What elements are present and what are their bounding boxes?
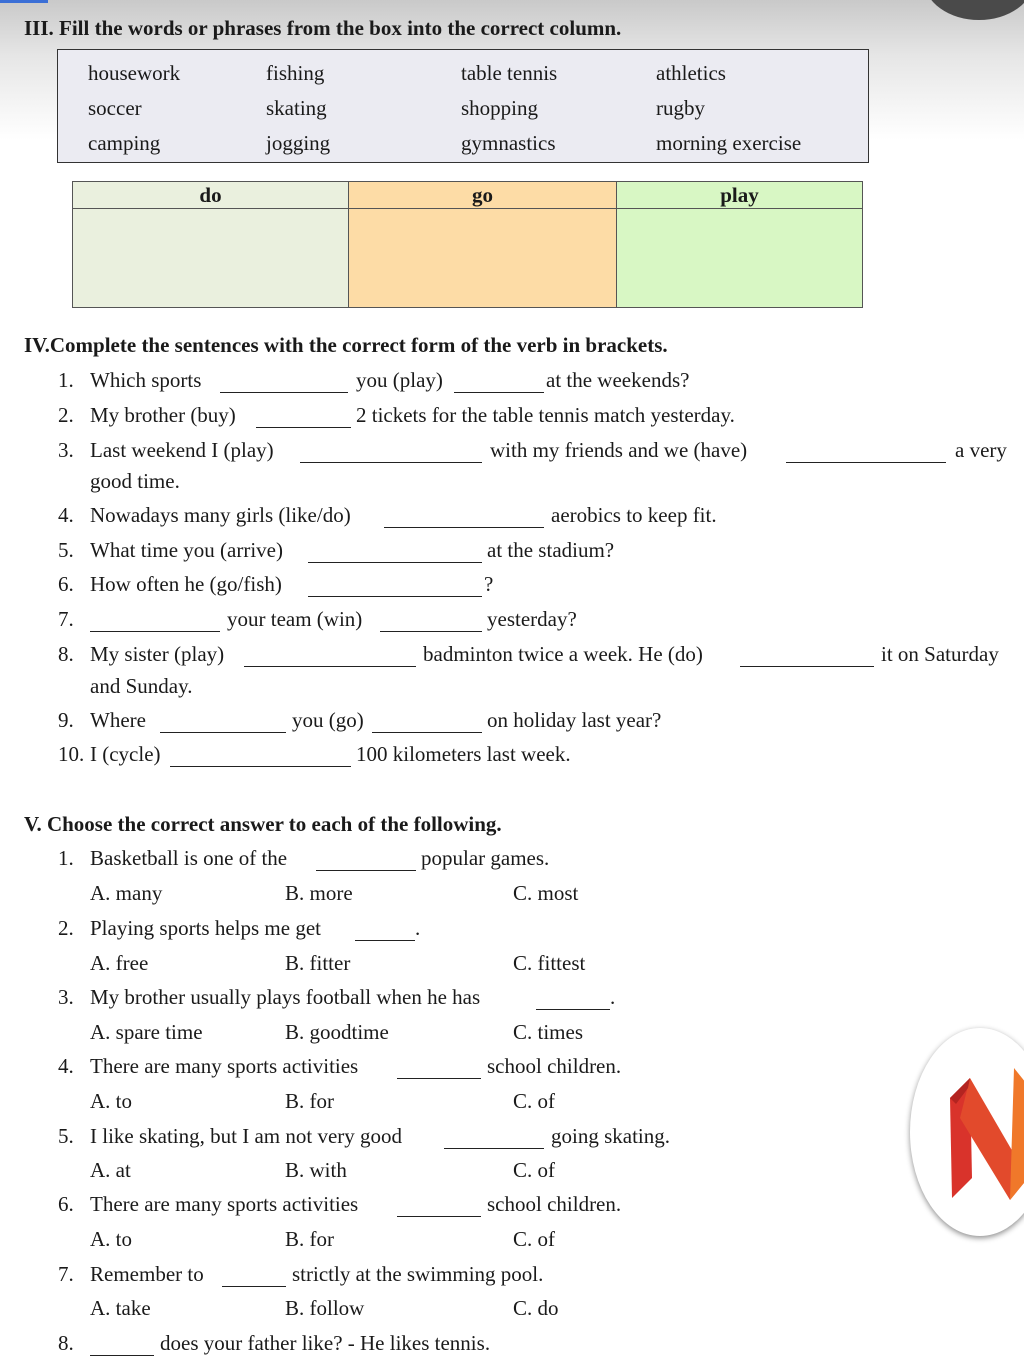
- question-text: Playing sports helps me get: [90, 916, 321, 940]
- item-number: 6.: [58, 572, 74, 596]
- answer-blank[interactable]: [90, 615, 220, 632]
- sentence-text: My sister (play): [90, 642, 225, 666]
- sentence-text: I (cycle): [90, 742, 161, 766]
- question-text: school children.: [487, 1192, 622, 1216]
- answer-cell-do[interactable]: [73, 209, 349, 308]
- answer-blank[interactable]: [536, 993, 610, 1010]
- question-number: 6.: [58, 1192, 74, 1216]
- option-c[interactable]: C. of: [513, 1158, 555, 1182]
- option-c[interactable]: C. fittest: [513, 951, 586, 975]
- word: skating: [266, 96, 327, 120]
- answer-blank[interactable]: [397, 1062, 481, 1079]
- answer-blank[interactable]: [308, 580, 482, 597]
- sentence-text: a very: [955, 438, 1007, 462]
- sentence-text: it on Saturday: [881, 642, 999, 666]
- sentence-text: with my friends and we (have): [490, 438, 748, 462]
- item-number: 7.: [58, 607, 74, 631]
- sentence-text: at the weekends?: [546, 368, 690, 392]
- answer-blank[interactable]: [454, 376, 544, 393]
- option-c[interactable]: C. of: [513, 1227, 555, 1251]
- section5-heading: V. Choose the correct answer to each of the following.: [24, 812, 502, 836]
- question-text: Remember to: [90, 1262, 204, 1286]
- sentence-text: yesterday?: [487, 607, 577, 631]
- sentence-text: How often he (go/fish): [90, 572, 282, 596]
- question-number: 8.: [58, 1331, 74, 1355]
- item-number: 3.: [58, 438, 74, 462]
- word: camping: [88, 131, 161, 155]
- option-b[interactable]: B. fitter: [285, 951, 351, 975]
- option-c[interactable]: C. most: [513, 881, 579, 905]
- sentence-text: you (play): [356, 368, 443, 392]
- answer-blank[interactable]: [170, 750, 351, 767]
- sentence-text: on holiday last year?: [487, 708, 662, 732]
- question-text: going skating.: [551, 1124, 670, 1148]
- answer-blank[interactable]: [380, 615, 482, 632]
- option-c[interactable]: C. times: [513, 1020, 584, 1044]
- red-ribbon-logo-icon: [910, 1028, 1024, 1236]
- item-number: 2.: [58, 403, 74, 427]
- answer-blank[interactable]: [222, 1270, 286, 1287]
- question-text: I like skating, but I am not very good: [90, 1124, 403, 1148]
- word: jogging: [266, 131, 331, 155]
- question-number: 1.: [58, 846, 74, 870]
- question-number: 3.: [58, 985, 74, 1009]
- section4-heading: IV.Complete the sentences with the correct form of the verb in brackets.: [24, 333, 668, 357]
- sorting-table: [72, 181, 863, 308]
- question-text: My brother usually plays football when he has: [90, 985, 481, 1009]
- item-number: 9.: [58, 708, 74, 732]
- answer-blank[interactable]: [90, 1339, 154, 1356]
- question-number: 4.: [58, 1054, 74, 1078]
- question-text: school children.: [487, 1054, 622, 1078]
- sentence-text: good time.: [90, 469, 180, 493]
- sentence-text: 2 tickets for the table tennis match yesterday.: [356, 403, 735, 427]
- answer-blank[interactable]: [308, 546, 482, 563]
- item-number: 5.: [58, 538, 74, 562]
- option-a[interactable]: A. to: [90, 1089, 132, 1113]
- question-text: does your father like? - He likes tennis.: [160, 1331, 491, 1355]
- item-number: 10.: [58, 742, 85, 766]
- word: athletics: [656, 61, 726, 85]
- answer-blank[interactable]: [220, 376, 348, 393]
- option-b[interactable]: B. for: [285, 1227, 334, 1251]
- question-text: Basketball is one of the: [90, 846, 288, 870]
- sentence-text: ?: [484, 572, 494, 596]
- sentence-text: 100 kilometers last week.: [356, 742, 571, 766]
- option-a[interactable]: A. to: [90, 1227, 132, 1251]
- answer-blank[interactable]: [384, 511, 544, 528]
- item-number: 4.: [58, 503, 74, 527]
- section3-heading: III. Fill the words or phrases from the box into the correct column.: [24, 16, 622, 40]
- question-text: .: [610, 985, 616, 1009]
- option-c[interactable]: C. of: [513, 1089, 555, 1113]
- question-text: strictly at the swimming pool.: [292, 1262, 544, 1286]
- sentence-text: Last weekend I (play): [90, 438, 274, 462]
- option-b[interactable]: B. more: [285, 881, 353, 905]
- column-header-do: do: [73, 182, 349, 209]
- answer-blank[interactable]: [355, 924, 415, 941]
- word: fishing: [266, 61, 325, 85]
- question-number: 7.: [58, 1262, 74, 1286]
- answer-blank[interactable]: [256, 411, 351, 428]
- answer-blank[interactable]: [244, 650, 416, 667]
- sentence-text: Nowadays many girls (like/do): [90, 503, 351, 527]
- answer-blank[interactable]: [316, 854, 416, 871]
- word: rugby: [656, 96, 705, 120]
- sentence-text: you (go): [292, 708, 364, 732]
- answer-blank[interactable]: [740, 650, 874, 667]
- sentence-text: badminton twice a week. He (do): [423, 642, 703, 666]
- sentence-text: My brother (buy): [90, 403, 236, 427]
- answer-blank[interactable]: [372, 716, 482, 733]
- option-b[interactable]: B. with: [285, 1158, 347, 1182]
- question-text: There are many sports activities: [90, 1054, 359, 1078]
- question-text: popular games.: [421, 846, 550, 870]
- answer-cell-play[interactable]: [617, 209, 863, 308]
- word-box: [57, 49, 869, 163]
- answer-cell-go[interactable]: [349, 209, 617, 308]
- option-b[interactable]: B. goodtime: [285, 1020, 389, 1044]
- sentence-text: your team (win): [227, 607, 363, 631]
- answer-blank[interactable]: [444, 1132, 544, 1149]
- answer-blank[interactable]: [786, 446, 946, 463]
- option-b[interactable]: B. follow: [285, 1296, 365, 1320]
- sentence-text: and Sunday.: [90, 674, 193, 698]
- word: shopping: [461, 96, 539, 120]
- option-a[interactable]: A. many: [90, 881, 163, 905]
- question-text: .: [415, 916, 421, 940]
- sentence-text: aerobics to keep fit.: [551, 503, 717, 527]
- sentence-text: What time you (arrive): [90, 538, 283, 562]
- corner-accent: [0, 0, 48, 3]
- word: housework: [88, 61, 181, 85]
- sentence-text: at the stadium?: [487, 538, 615, 562]
- column-header-play: play: [617, 182, 863, 209]
- question-number: 2.: [58, 916, 74, 940]
- option-a[interactable]: A. spare time: [90, 1020, 203, 1044]
- column-header-go: go: [349, 182, 617, 209]
- option-a[interactable]: A. at: [90, 1158, 131, 1182]
- answer-blank[interactable]: [160, 716, 286, 733]
- word: gymnastics: [461, 131, 556, 155]
- option-a[interactable]: A. free: [90, 951, 149, 975]
- question-number: 5.: [58, 1124, 74, 1148]
- item-number: 8.: [58, 642, 74, 666]
- answer-blank[interactable]: [397, 1200, 481, 1217]
- sentence-text: Which sports: [90, 368, 202, 392]
- word: morning exercise: [656, 131, 802, 155]
- word: soccer: [88, 96, 142, 120]
- word: table tennis: [461, 61, 558, 85]
- question-text: There are many sports activities: [90, 1192, 359, 1216]
- option-c[interactable]: C. do: [513, 1296, 559, 1320]
- option-a[interactable]: A. take: [90, 1296, 151, 1320]
- option-b[interactable]: B. for: [285, 1089, 334, 1113]
- item-number: 1.: [58, 368, 74, 392]
- answer-blank[interactable]: [300, 446, 482, 463]
- sentence-text: Where: [90, 708, 146, 732]
